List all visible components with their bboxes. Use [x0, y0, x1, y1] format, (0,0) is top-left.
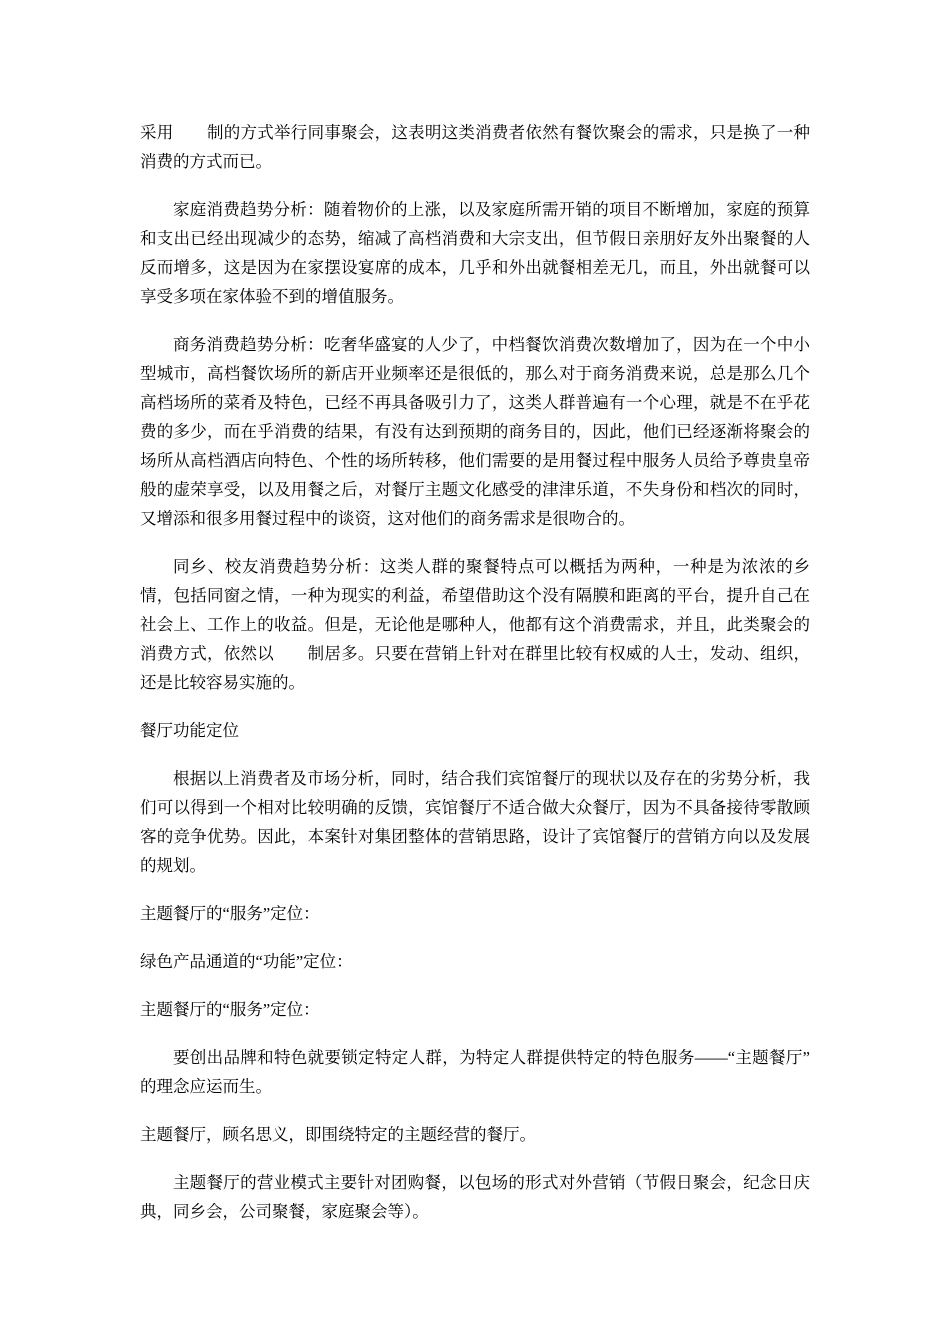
paragraph-business-consumption-analysis: 商务消费趋势分析：吃奢华盛宴的人少了，中档餐饮消费次数增加了，因为在一个中小型城市，高档餐饮场所的新店开业频率还是很低的，那么对于商务消费来说，总是那么几个高档场所的菜肴及特色，已经不再具备吸引力了，这类人群普遍有一个心理，就是不在乎花费的多少，而在乎消费的结果，有没有达到预期的商务目的，因此，他们已经逐渐将聚会的场所从高档酒店向特色、个性的场所转移，他们需要的是用餐过程中服务人员给予尊贵皇帝般的虚荣享受，以及用餐之后，对餐厅主题文化感受的津津乐道，不失身份和档次的同时，又增添和很多用餐过程中的谈资，这对他们的商务需求是很吻合的。	[140, 335, 810, 528]
paragraph-intro-aa-style-gathering: 采用 制的方式举行同事聚会，这表明这类消费者依然有餐饮聚会的需求，只是换了一种消费的方式而已。	[140, 123, 810, 171]
line-theme-restaurant-service-positioning-1: 主题餐厅的“服务”定位：	[140, 904, 320, 923]
paragraph-fellow-alumni-consumption-analysis: 同乡、校友消费趋势分析：这类人群的聚餐特点可以概括为两种，一种是为浓浓的乡情，包括同窗之情，一种为现实的利益，希望借助这个没有隔膜和距离的平台，提升自己在社会上、工作上的收益。但是，无论他是哪种人，他都有这个消费需求，并且，此类聚会的消费方式，依然以 制居多。只要在营销上针对在群里比较有权威的人士，发动、组织，还是比较容易实施的。	[140, 557, 810, 692]
line-green-product-channel-positioning: 绿色产品通道的“功能”定位：	[140, 952, 353, 971]
paragraph-brand-theme-concept: 要创出品牌和特色就要锁定特定人群，为特定人群提供特定的特色服务——“主题餐厅”的理念应运而生。	[140, 1048, 810, 1096]
line-theme-restaurant-service-positioning-2: 主题餐厅的“服务”定位：	[140, 1000, 320, 1019]
line-theme-restaurant-definition: 主题餐厅，顾名思义，即围绕特定的主题经营的餐厅。	[140, 1125, 536, 1144]
paragraph-positioning-conclusion: 根据以上消费者及市场分析，同时，结合我们宾馆餐厅的现状以及存在的劣势分析，我们可以得到一个相对比较明确的反馈，宾馆餐厅不适合做大众餐厅，因为不具备接待零散顾客的竞争优势。因此，本案针对集团整体的营销思路，设计了宾馆餐厅的营销方向以及发展的规划。	[140, 769, 810, 875]
heading-restaurant-function-positioning: 餐厅功能定位	[140, 721, 239, 740]
paragraph-family-consumption-analysis: 家庭消费趋势分析：随着物价的上涨，以及家庭所需开销的项目不断增加，家庭的预算和支出已经出现减少的态势，缩减了高档消费和大宗支出，但节假日亲朋好友外出聚餐的人反而增多，这是因为在家摆设宴席的成本，几乎和外出就餐相差无几，而且，外出就餐可以享受多项在家体验不到的增值服务。	[140, 200, 810, 306]
document-body	[140, 118, 810, 1226]
paragraph-theme-restaurant-business-model: 主题餐厅的营业模式主要针对团购餐，以包场的形式对外营销（节假日聚会，纪念日庆典，同乡会，公司聚餐，家庭聚会等）。	[140, 1173, 810, 1221]
